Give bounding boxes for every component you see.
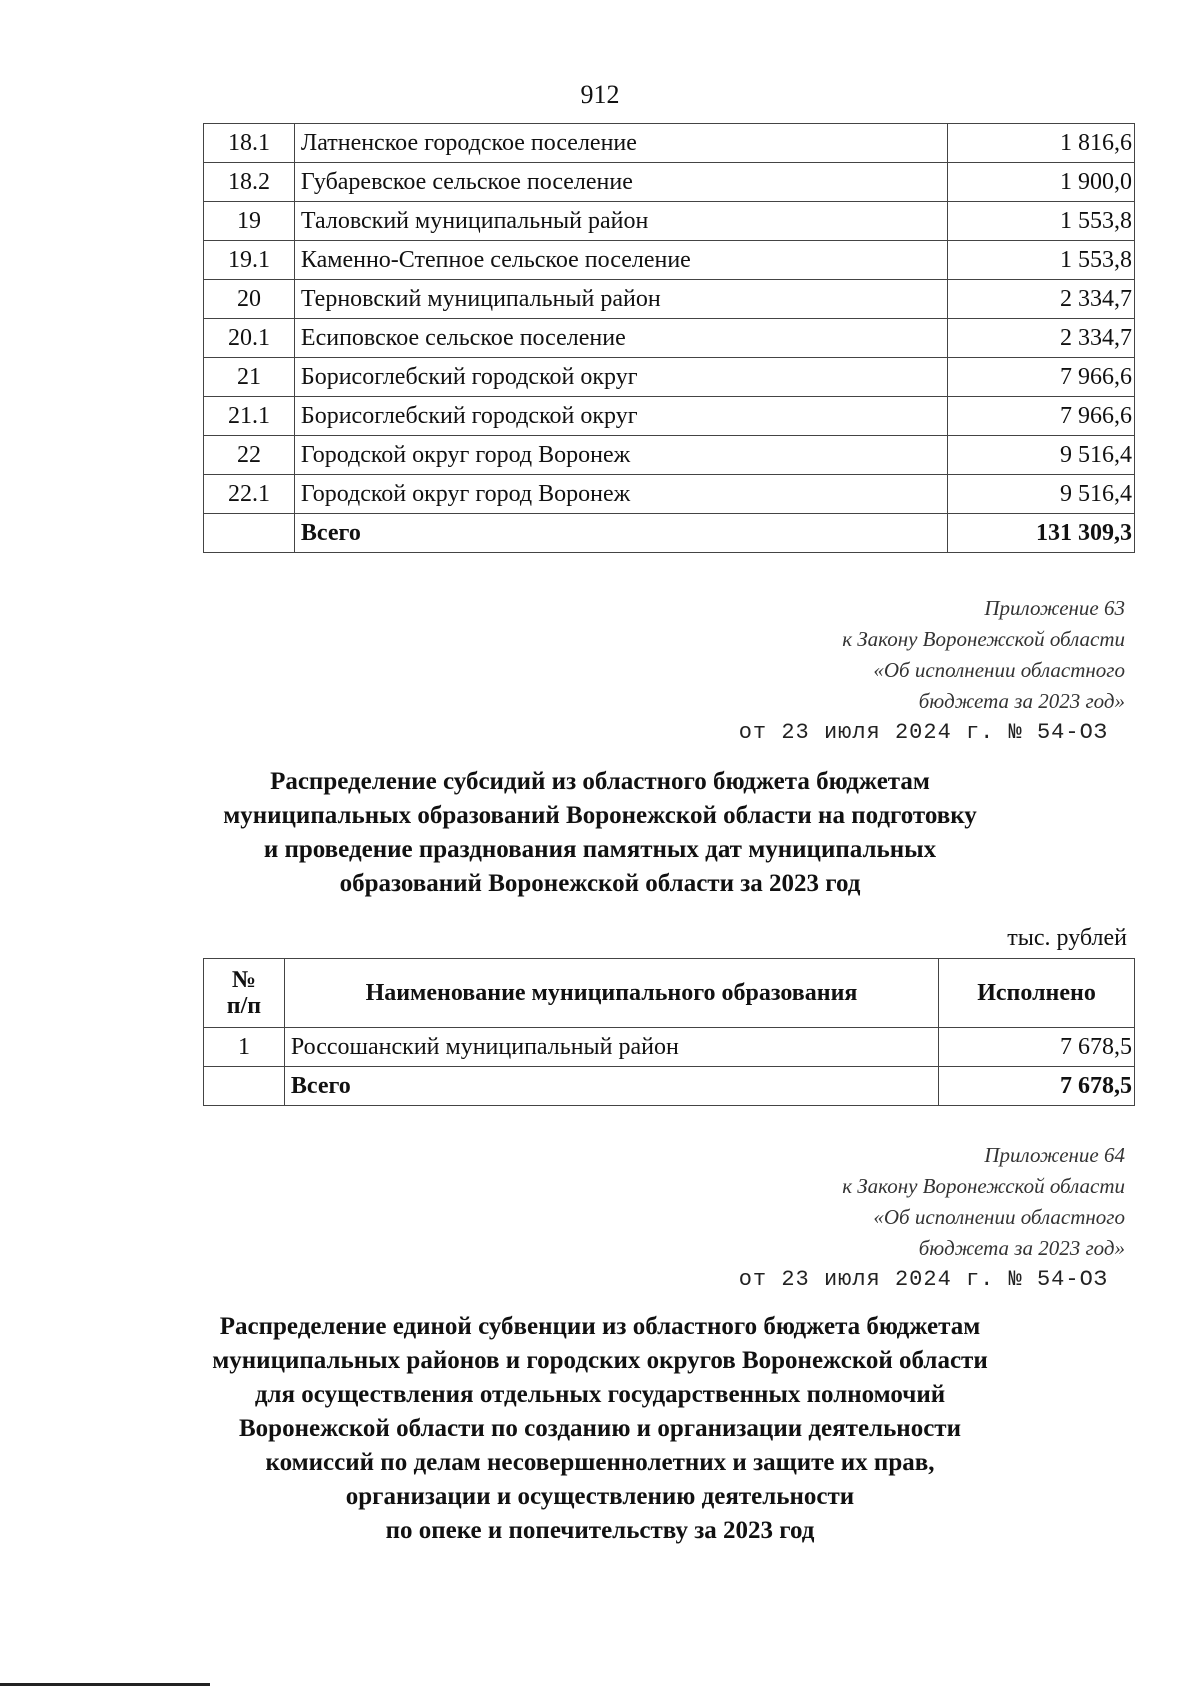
title-line: комиссий по делам несовершеннолетних и защите их прав,: [265, 1449, 935, 1476]
row-number: 22: [204, 436, 295, 475]
table-row: [204, 241, 1135, 280]
table-row: [204, 475, 1135, 514]
municipality-name: Таловский муниципальный район: [294, 202, 947, 241]
row-number: 19.1: [204, 241, 295, 280]
total-row: [204, 514, 1135, 553]
appendix-law-title: «Об исполнении областного: [873, 1205, 1125, 1229]
table-row: [204, 202, 1135, 241]
table-row: [204, 358, 1135, 397]
title-line: и проведение празднования памятных дат муниципальных: [263, 836, 937, 863]
appendix-date-stamp: от 23 июля 2024 г. № 54-ОЗ: [738, 1267, 1108, 1292]
row-number: 20: [204, 280, 295, 319]
amount-value: 9 516,4: [948, 475, 1135, 514]
table-row: [204, 1028, 1135, 1067]
total-row: [204, 1067, 1135, 1106]
table-row: [204, 319, 1135, 358]
amount-value: 7 966,6: [948, 358, 1135, 397]
empty-cell: [204, 514, 295, 553]
column-header-name: Наименование муниципального образования: [284, 959, 938, 1028]
units-label: тыс. рублей: [1007, 925, 1127, 951]
table-row: [204, 436, 1135, 475]
header-number-sign: №: [231, 967, 256, 993]
title-line: для осуществления отдельных государственных полномочий: [254, 1381, 946, 1408]
total-label: Всего: [284, 1067, 938, 1106]
appendix-law-title: «Об исполнении областного: [873, 658, 1125, 682]
appendix-law-title-cont: бюджета за 2023 год»: [918, 689, 1125, 713]
row-number: 21: [204, 358, 295, 397]
subsidy-table-63: [203, 958, 1135, 1106]
title-line: образований Воронежской области за 2023 год: [339, 870, 861, 897]
row-number: 21.1: [204, 397, 295, 436]
amount-value: 7 966,6: [948, 397, 1135, 436]
amount-value: 2 334,7: [948, 280, 1135, 319]
title-line: Распределение субсидий из областного бюджета бюджетам: [270, 768, 930, 795]
municipality-name: Терновский муниципальный район: [294, 280, 947, 319]
row-number: 18.2: [204, 163, 295, 202]
appendix-number: Приложение 63: [984, 596, 1125, 620]
row-number: 18.1: [204, 124, 295, 163]
appendix-law-reference: к Закону Воронежской области: [842, 627, 1125, 651]
amount-value: 1 553,8: [948, 241, 1135, 280]
row-number: 22.1: [204, 475, 295, 514]
column-header-number: [204, 959, 285, 1028]
title-line: Распределение единой субвенции из областного бюджета бюджетам: [219, 1313, 981, 1340]
footnote-divider: [0, 1683, 210, 1686]
empty-cell: [204, 1067, 285, 1106]
subsidy-table-continued: [203, 123, 1135, 553]
municipality-name: Борисоглебский городской округ: [294, 358, 947, 397]
municipality-name: Борисоглебский городской округ: [294, 397, 947, 436]
section-title-64: [0, 1310, 1200, 1548]
table-row: [204, 124, 1135, 163]
header-number-abbr: п/п: [226, 993, 262, 1019]
appendix-63-header: [739, 593, 1125, 748]
total-value: 131 309,3: [948, 514, 1135, 553]
municipality-name: Латненское городское поселение: [294, 124, 947, 163]
appendix-law-reference: к Закону Воронежской области: [842, 1174, 1125, 1198]
table-header-row: [204, 959, 1135, 1028]
municipality-name: Каменно-Степное сельское поселение: [294, 241, 947, 280]
amount-value: 1 900,0: [948, 163, 1135, 202]
row-number: 19: [204, 202, 295, 241]
amount-value: 2 334,7: [948, 319, 1135, 358]
municipality-name: Губаревское сельское поселение: [294, 163, 947, 202]
municipality-name: Городской округ город Воронеж: [294, 475, 947, 514]
table-row: [204, 280, 1135, 319]
appendix-number: Приложение 64: [984, 1143, 1125, 1167]
appendix-law-title-cont: бюджета за 2023 год»: [918, 1236, 1125, 1260]
table-row: [204, 397, 1135, 436]
title-line: организации и осуществлению деятельности: [345, 1483, 855, 1510]
municipality-name: Россошанский муниципальный район: [284, 1028, 938, 1067]
appendix-date-stamp: от 23 июля 2024 г. № 54-ОЗ: [738, 720, 1108, 745]
municipality-name: Есиповское сельское поселение: [294, 319, 947, 358]
row-number: 1: [204, 1028, 285, 1067]
appendix-64-header: [739, 1140, 1125, 1295]
title-line: Воронежской области по созданию и организации деятельности: [239, 1415, 961, 1442]
municipality-name: Городской округ город Воронеж: [294, 436, 947, 475]
title-line: муниципальных образований Воронежской области на подготовку: [223, 802, 977, 829]
title-line: муниципальных районов и городских округов Воронежской области: [212, 1347, 988, 1374]
table-row: [204, 163, 1135, 202]
column-header-value: Исполнено: [939, 959, 1135, 1028]
page-number: 912: [580, 80, 620, 109]
amount-value: 9 516,4: [948, 436, 1135, 475]
amount-value: 1 553,8: [948, 202, 1135, 241]
title-line: по опеке и попечительству за 2023 год: [385, 1517, 815, 1544]
total-label: Всего: [294, 514, 947, 553]
section-title-63: [0, 765, 1200, 901]
amount-value: 1 816,6: [948, 124, 1135, 163]
amount-value: 7 678,5: [939, 1028, 1135, 1067]
row-number: 20.1: [204, 319, 295, 358]
total-value: 7 678,5: [939, 1067, 1135, 1106]
